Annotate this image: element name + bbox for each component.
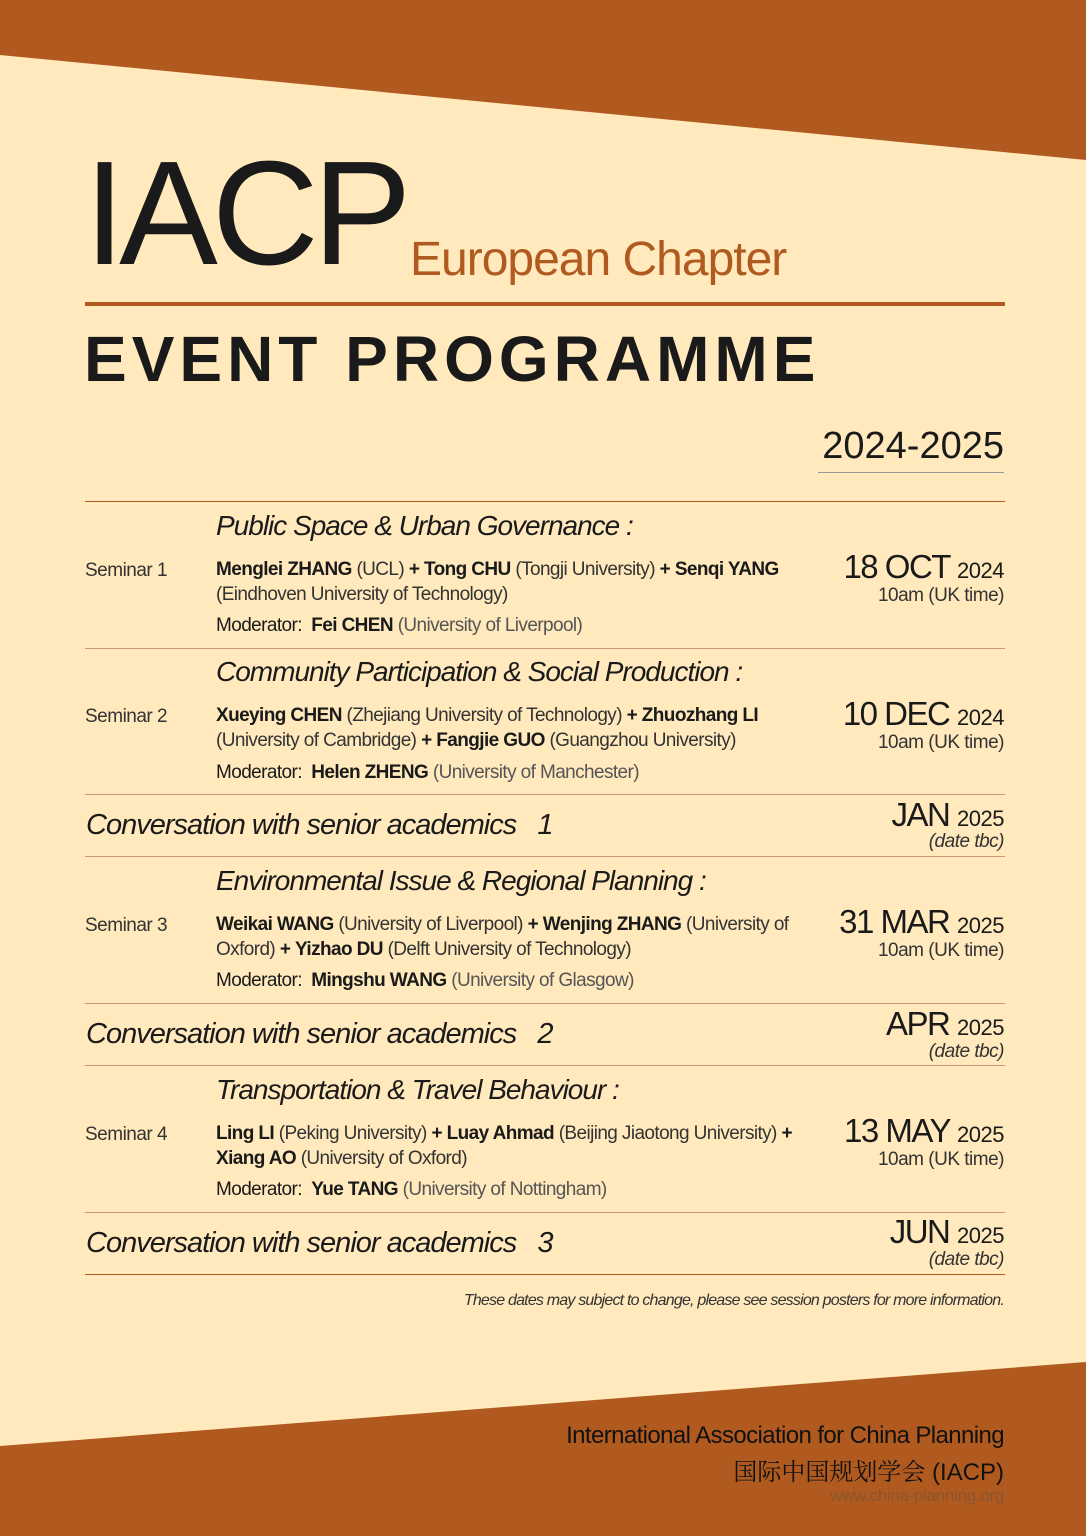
moderator-affiliation: (University of Glasgow) — [451, 970, 634, 991]
seminar-time: 10am (UK time) — [877, 732, 1004, 753]
moderator-affiliation: (University of Liverpool) — [397, 615, 583, 636]
speaker-affiliation: (University of Liverpool) — [338, 914, 523, 935]
divider — [85, 1065, 1005, 1066]
conversation-title: Conversation with senior academics 3 — [86, 1227, 553, 1259]
moderator-affiliation: (University of Nottingham) — [402, 1179, 607, 1200]
separator: + — [527, 914, 539, 935]
moderator-line — [216, 762, 639, 784]
moderator-affiliation: (University of Manchester) — [432, 762, 639, 783]
seminar-time: 10am (UK time) — [877, 940, 1004, 961]
speaker-affiliation: (Guangzhou University) — [549, 730, 736, 751]
speaker-name: Zhuozhang LI — [641, 705, 759, 726]
seminar-date: 31 MAR 2025 — [839, 903, 1004, 940]
conversation-date: JAN 2025 — [891, 796, 1004, 833]
page-subtitle: European Chapter — [410, 233, 787, 286]
speaker-affiliation: (UCL) — [356, 559, 405, 580]
organization-name: International Association for China Planning — [566, 1422, 1004, 1449]
conversation-title: Conversation with senior academics 1 — [86, 809, 553, 841]
seminar-label: Seminar 3 — [85, 915, 168, 936]
moderator-name: Helen ZHENG — [311, 762, 429, 783]
speaker-affiliation: (Beijing Jiaotong University) — [558, 1123, 777, 1144]
organization-name-cn: 国际中国规划学会 (IACP) — [733, 1459, 1004, 1486]
speaker-affiliation: (Peking University) — [278, 1123, 427, 1144]
moderator-name: Fei CHEN — [311, 615, 394, 636]
speaker-name: Yizhao DU — [295, 939, 383, 960]
speaker-name: Luay Ahmad — [446, 1123, 554, 1144]
speaker-list — [216, 703, 816, 753]
speaker-affiliation: (University of Oxford) — [216, 914, 789, 960]
date-tbc-note: (date tbc) — [928, 1041, 1004, 1062]
seminar-date: 13 MAY 2025 — [844, 1112, 1004, 1149]
speaker-affiliation: (Delft University of Technology) — [387, 939, 631, 960]
divider — [85, 1212, 1005, 1213]
separator: + — [279, 939, 291, 960]
speaker-affiliation: (University of Cambridge) — [216, 730, 417, 751]
separator: + — [431, 1123, 442, 1144]
seminar-date: 10 DEC 2024 — [842, 695, 1004, 732]
speaker-name: Senqi YANG — [674, 559, 779, 580]
speaker-name: Menglei ZHANG — [216, 559, 352, 580]
conversation-date: JUN 2025 — [889, 1213, 1004, 1250]
speaker-name: Wenjing ZHANG — [542, 914, 682, 935]
seminar-label: Seminar 2 — [85, 706, 168, 727]
seminar-label: Seminar 1 — [85, 560, 168, 581]
divider — [85, 648, 1005, 649]
divider — [85, 794, 1005, 795]
separator: + — [659, 559, 671, 580]
speaker-affiliation: (University of Oxford) — [300, 1148, 467, 1169]
speaker-affiliation: (Zhejiang University of Technology) — [346, 705, 622, 726]
speaker-affiliation: (Eindhoven University of Technology) — [216, 584, 508, 605]
moderator-label: Moderator: — [216, 970, 302, 991]
divider — [85, 856, 1005, 857]
moderator-label: Moderator: — [216, 1179, 302, 1200]
page-title: IACP — [84, 131, 406, 296]
conversation-date: APR 2025 — [886, 1005, 1004, 1042]
speaker-name: Ling LI — [216, 1123, 275, 1144]
separator: + — [626, 705, 638, 726]
separator: + — [408, 559, 420, 580]
moderator-name: Yue TANG — [311, 1179, 398, 1200]
moderator-label: Moderator: — [216, 615, 302, 636]
divider — [85, 1274, 1005, 1275]
seminar-topic: Community Participation & Social Production : — [216, 656, 743, 687]
separator: + — [421, 730, 432, 751]
speaker-list — [216, 557, 816, 607]
divider — [85, 1003, 1005, 1004]
moderator-line — [216, 1179, 607, 1201]
moderator-line — [216, 615, 582, 637]
website-link[interactable]: www.china-planning.org — [830, 1486, 1004, 1505]
speaker-name: Tong CHU — [424, 559, 511, 580]
footnote: These dates may subject to change, please see session posters for more information. — [463, 1292, 1004, 1309]
speaker-affiliation: (Tongji University) — [515, 559, 655, 580]
programme-years: 2024-2025 — [818, 425, 1004, 473]
speaker-list — [216, 1121, 816, 1171]
date-tbc-note: (date tbc) — [928, 831, 1004, 852]
moderator-line — [216, 970, 634, 992]
seminar-topic: Transportation & Travel Behaviour : — [216, 1074, 619, 1105]
seminar-topic: Environmental Issue & Regional Planning : — [216, 865, 706, 896]
conversation-title: Conversation with senior academics 2 — [86, 1018, 553, 1050]
separator: + — [781, 1123, 792, 1144]
speaker-name: Weikai WANG — [216, 914, 334, 935]
speaker-name: Fangjie GUO — [436, 730, 545, 751]
seminar-time: 10am (UK time) — [877, 585, 1004, 606]
seminar-time: 10am (UK time) — [877, 1149, 1004, 1170]
speaker-name: Xiang AO — [216, 1148, 297, 1169]
speaker-list — [216, 912, 816, 962]
moderator-label: Moderator: — [216, 762, 302, 783]
seminar-topic: Public Space & Urban Governance : — [216, 510, 633, 541]
seminar-label: Seminar 4 — [85, 1124, 168, 1145]
moderator-name: Mingshu WANG — [311, 970, 447, 991]
seminar-date: 18 OCT 2024 — [843, 548, 1004, 585]
divider — [85, 501, 1005, 502]
speaker-name: Xueying CHEN — [216, 705, 342, 726]
programme-heading: EVENT PROGRAMME — [84, 323, 821, 395]
date-tbc-note: (date tbc) — [928, 1249, 1004, 1270]
header-divider — [85, 302, 1005, 306]
